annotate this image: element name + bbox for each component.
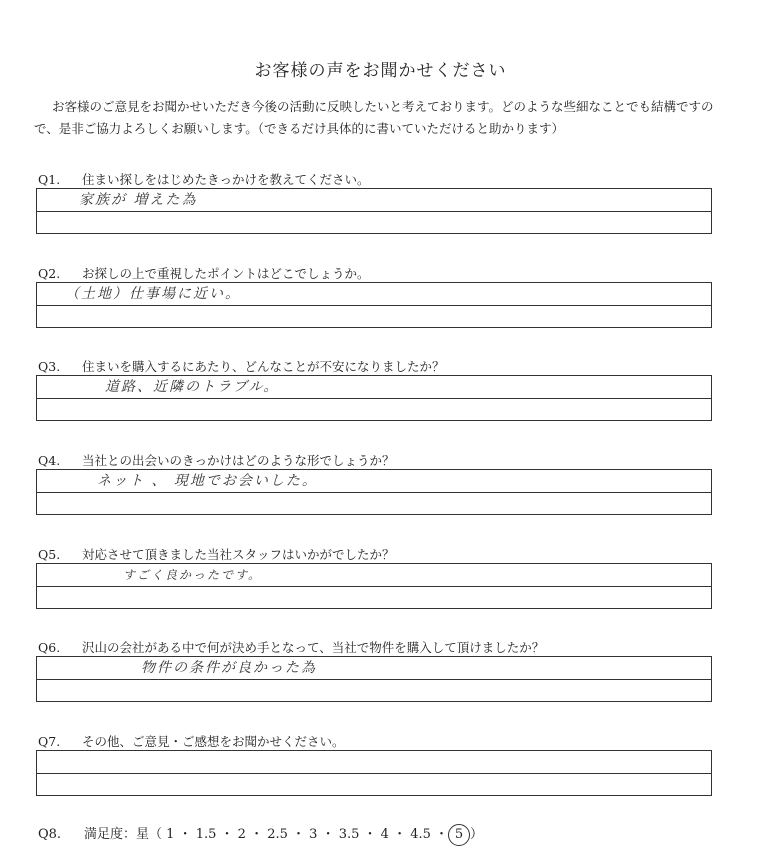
question-number: Q4. <box>38 453 61 468</box>
question-text: お探しの上で重視したポイントはどこでしょうか。 <box>82 266 370 281</box>
question-number: Q3. <box>38 359 61 374</box>
rating-label: 満足度：星（ <box>84 827 163 842</box>
question-2 <box>38 264 370 282</box>
answer-divider <box>37 679 711 680</box>
rating-option: 4.5 <box>410 827 431 842</box>
answer-box-4 <box>36 469 712 515</box>
answer-box-2 <box>36 282 712 328</box>
answer-text-3: 道路、近隣のトラブル。 <box>105 379 280 395</box>
answer-box-5 <box>36 563 712 609</box>
question-number: Q5. <box>38 547 61 562</box>
question-5 <box>38 545 395 563</box>
question-number: Q8. <box>38 827 62 842</box>
answer-box-3 <box>36 375 712 421</box>
answer-divider <box>37 305 711 306</box>
answer-box-6 <box>36 656 712 702</box>
question-1 <box>38 170 370 188</box>
question-text: その他、ご意見・ご感想をお聞かせください。 <box>82 734 345 749</box>
answer-box-7 <box>36 750 712 796</box>
rating-option: 3 <box>309 827 318 842</box>
answer-text-5: すごく良かったです。 <box>123 568 263 582</box>
answer-text-6: 物件の条件が良かった為 <box>141 660 317 676</box>
answer-divider <box>37 586 711 587</box>
rating-close: ） <box>470 827 484 842</box>
rating-option: 1.5 <box>195 827 217 842</box>
rating-option: 2.5 <box>267 827 288 842</box>
question-number: Q7. <box>38 734 61 749</box>
question-6 <box>38 638 544 656</box>
question-4 <box>38 451 395 469</box>
question-number: Q2. <box>38 266 61 281</box>
question-3 <box>38 357 445 375</box>
answer-divider <box>37 773 711 774</box>
satisfaction-rating: Q8. 満足度：星（ 1 ・ 1.5 ・ 2 ・ 2.5 ・ 3 ・ 3.5 ・ 4 ・ 4.5 ・ 5 ） <box>38 823 483 846</box>
question-text: 当社との出会いのきっかけはどのような形でしょうか？ <box>82 453 395 468</box>
question-text: 沢山の会社がある中で何が決め手となって、当社で物件を購入して頂けましたか？ <box>82 640 545 655</box>
rating-option: 3.5 <box>338 827 360 842</box>
survey-intro: お客様のご意見をお聞かせいただき今後の活動に反映したいと考えております。どのような些細なことでも結構ですので、是非ご協力よろしくお願いします。（できるだけ具体的に書いていただけると助かります） <box>34 99 714 136</box>
question-text: 住まいを購入するにあたり、どんなことが不安になりましたか？ <box>82 359 445 374</box>
answer-box-1 <box>36 188 712 234</box>
answer-text-1: 家族が 増えた為 <box>79 192 198 208</box>
rating-option: 4 <box>380 827 389 842</box>
answer-divider <box>37 211 711 212</box>
question-number: Q1. <box>38 172 61 187</box>
answer-text-2: （土地）仕事場に近い。 <box>65 286 241 302</box>
answer-divider <box>37 398 711 399</box>
rating-option: 2 <box>237 827 246 842</box>
question-text: 対応させて頂きました当社スタッフはいかがでしたか？ <box>82 547 395 562</box>
question-number: Q6. <box>38 640 61 655</box>
question-text: 住まい探しをはじめたきっかけを教えてください。 <box>82 172 370 187</box>
question-7 <box>38 732 345 750</box>
rating-option: 1 <box>166 827 175 842</box>
answer-text-4: ネット 、 現地でお会いした。 <box>97 473 318 489</box>
survey-title: お客様の声をお聞かせください <box>254 61 507 81</box>
rating-selected-circle: 5 <box>448 824 470 846</box>
answer-divider <box>37 492 711 493</box>
